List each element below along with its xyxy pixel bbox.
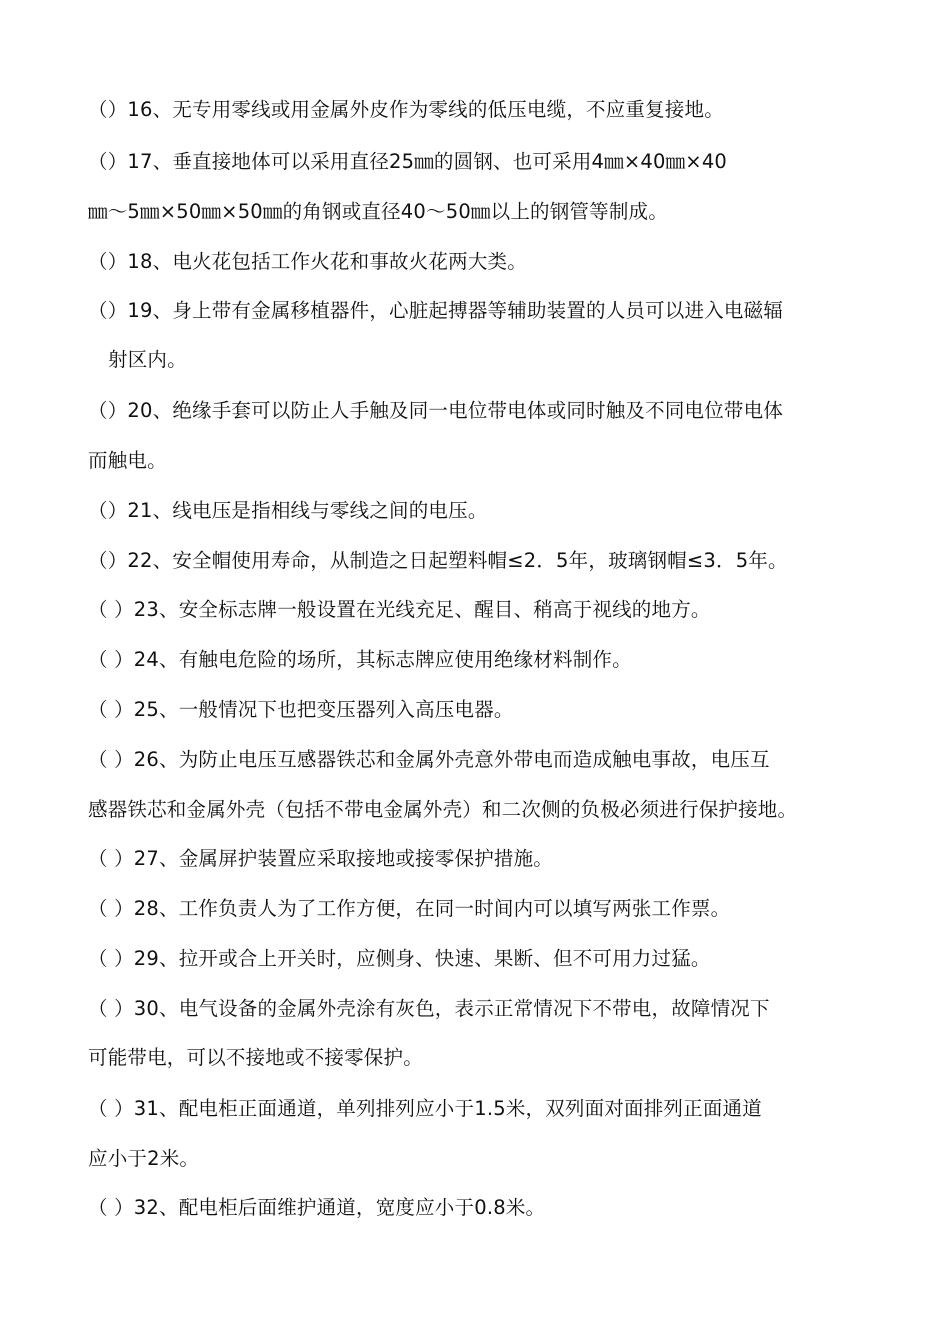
question-30-continued: 可能带电，可以不接地或不接零保护。 bbox=[88, 1046, 423, 1069]
question-26: （ ）26、为防止电压互感器铁芯和金属外壳意外带电而造成触电事故，电压互 bbox=[88, 748, 770, 771]
question-31-continued: 应小于2米。 bbox=[88, 1147, 200, 1170]
question-27: （ ）27、金属屏护装置应采取接地或接零保护措施。 bbox=[88, 847, 554, 870]
question-24: （ ）24、有触电危险的场所，其标志牌应使用绝缘材料制作。 bbox=[88, 648, 632, 671]
question-21: （）21、线电压是指相线与零线之间的电压。 bbox=[88, 499, 488, 522]
question-29: （ ）29、拉开或合上开关时，应侧身、快速、果断、但不可用力过猛。 bbox=[88, 947, 711, 970]
question-32: （ ）32、配电柜后面维护通道，宽度应小于0.8米。 bbox=[88, 1196, 546, 1219]
question-16: （）16、无专用零线或用金属外皮作为零线的低压电缆，不应重复接地。 bbox=[88, 98, 724, 121]
question-25: （ ）25、一般情况下也把变压器列入高压电器。 bbox=[88, 698, 514, 721]
question-19-continued: 射区内。 bbox=[108, 348, 187, 371]
question-18: （）18、电火花包括工作火花和事故火花两大类。 bbox=[88, 250, 527, 273]
question-19: （）19、身上带有金属移植器件，心脏起搏器等辅助装置的人员可以进入电磁辐 bbox=[88, 299, 784, 322]
question-30: （ ）30、电气设备的金属外壳涂有灰色，表示正常情况下不带电，故障情况下 bbox=[88, 997, 770, 1020]
question-17-continued: ㎜～5㎜×50㎜×50㎜的角钢或直径40～50㎜以上的钢管等制成。 bbox=[88, 200, 668, 223]
question-23: （ ）23、安全标志牌一般设置在光线充足、醒目、稍高于视线的地方。 bbox=[88, 598, 711, 621]
question-31: （ ）31、配电柜正面通道，单列排列应小于1.5米，双列面对面排列正面通道 bbox=[88, 1097, 762, 1120]
question-17: （）17、垂直接地体可以采用直径25㎜的圆钢、也可采用4㎜×40㎜×40 bbox=[88, 150, 728, 173]
question-28: （ ）28、工作负责人为了工作方便，在同一时间内可以填写两张工作票。 bbox=[88, 897, 731, 920]
question-22: （）22、安全帽使用寿命，从制造之日起塑料帽≤2．5年，玻璃钢帽≤3．5年。 bbox=[88, 549, 788, 572]
question-20: （）20、绝缘手套可以防止人手触及同一电位带电体或同时触及不同电位带电体 bbox=[88, 399, 784, 422]
question-26-continued: 感器铁芯和金属外壳（包括不带电金属外壳）和二次侧的负极必须进行保护接地。 bbox=[88, 798, 798, 821]
question-20-continued: 而触电。 bbox=[88, 449, 167, 472]
